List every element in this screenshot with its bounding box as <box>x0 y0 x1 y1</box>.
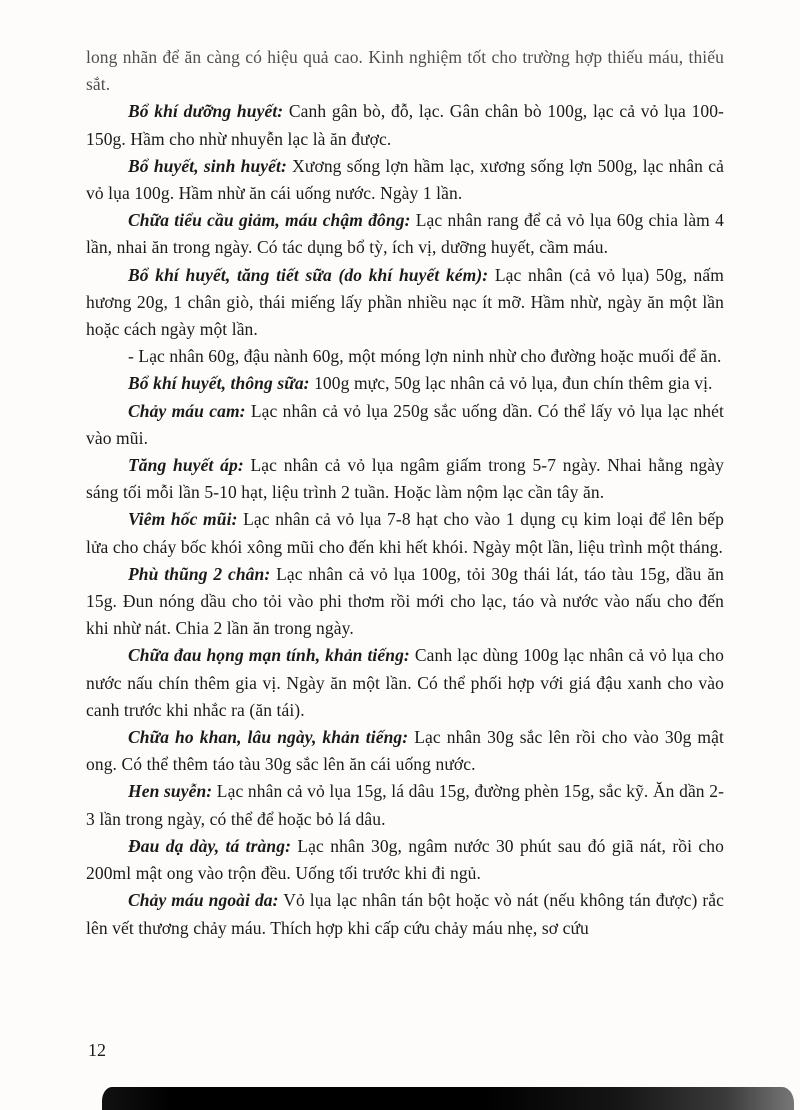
paragraph <box>86 642 724 724</box>
paragraph-text: Lạc nhân 30g sắc lên rồi cho vào 30g mật ong. Có thể thêm táo tàu 30g sắc lên ăn cái uống nước. <box>86 727 724 775</box>
paragraph-lead: Chảy máu ngoài da: <box>128 890 279 911</box>
paragraph <box>86 262 724 344</box>
paragraph-lead: Bổ khí dưỡng huyết: <box>128 101 284 122</box>
paragraph-lead: Tăng huyết áp: <box>128 455 244 476</box>
paragraph-text: Lạc nhân cả vỏ lụa 100g, tỏi 30g thái lát, táo tàu 15g, dầu ăn 15g. Đun nóng dầu cho tỏi vào phi thơm rồi mới cho lạc, táo và nước vào nấu cho đến khi nhừ nát. Chia 2 lần ăn trong ngày. <box>86 563 724 639</box>
paragraph-text: Lạc nhân cả vỏ lụa 7-8 hạt cho vào 1 dụng cụ kim loại để lên bếp lửa cho cháy bốc khói xông mũi cho đến khi hết khói. Ngày một lần, liệu trình một tháng. <box>86 509 724 557</box>
paragraph-text: long nhãn để ăn càng có hiệu quả cao. Kinh nghiệm tốt cho trường hợp thiếu máu, thiếu sắt. <box>86 47 724 95</box>
paragraph-lead: Hen suyễn: <box>128 781 213 802</box>
paragraph-text: Xương sống lợn hầm lạc, xương sống lợn 500g, lạc nhân cả vỏ lụa 100g. Hầm nhừ ăn cái uống nước. Ngày 1 lần. <box>86 155 724 204</box>
paragraph-text: Lạc nhân cả vỏ lụa 250g sắc uống dần. Có thể lấy vỏ lụa lạc nhét vào mũi. <box>86 400 724 448</box>
paragraph <box>86 343 724 370</box>
paragraph <box>86 561 724 643</box>
paragraph <box>86 370 724 397</box>
paragraph-text: Lạc nhân rang để cả vỏ lụa 60g chia làm 4 lần, nhai ăn trong ngày. Có tác dụng bổ tỳ, ích vị, dưỡng huyết, cầm máu. <box>86 210 724 258</box>
paragraph <box>86 398 724 452</box>
paragraph-lead: Bổ khí huyết, tăng tiết sữa (do khí huyết kém): <box>128 264 489 285</box>
paragraph-lead: Bổ huyết, sinh huyết: <box>128 155 287 176</box>
paragraph-text: 100g mực, 50g lạc nhân cả vỏ lụa, đun chín thêm gia vị. <box>309 373 713 394</box>
paragraph <box>86 207 724 261</box>
page-number: 12 <box>88 1040 106 1060</box>
paragraph-text: Lạc nhân cả vỏ lụa 15g, lá dâu 15g, đường phèn 15g, sắc kỹ. Ăn dần 2-3 lần trong ngày, có thể để hoặc bỏ lá dâu. <box>86 781 724 829</box>
paragraph <box>86 778 724 832</box>
paragraph-text: Canh lạc dùng 100g lạc nhân cả vỏ lụa cho nước nấu chín thêm gia vị. Ngày ăn một lần. Có thể phối hợp với giá đậu xanh cho vào canh trước khi nhắc ra (ăn tái). <box>86 645 725 720</box>
page-body <box>86 44 724 942</box>
paragraph-text: Canh gân bò, đỗ, lạc. Gân chân bò 100g, lạc cả vỏ lụa 100-150g. Hầm cho nhừ nhuyễn lạc là ăn được. <box>86 101 724 149</box>
paragraph-text: Lạc nhân (cả vỏ lụa) 50g, nấm hương 20g, 1 chân giò, thái miếng lấy phần nhiều nạc ít mỡ. Hầm nhừ, ngày ăn một lần hoặc cách ngày một lần. <box>86 264 724 340</box>
paragraph-lead: Chảy máu cam: <box>128 400 246 421</box>
paragraph <box>86 506 724 560</box>
paragraph <box>86 452 724 506</box>
paragraph-text: Vỏ lụa lạc nhân tán bột hoặc vò nát (nếu không tán được) rắc lên vết thương chảy máu. Thích hợp khi cấp cứu chảy máu nhẹ, sơ cứu <box>86 890 724 938</box>
paragraph-text: Lạc nhân 30g, ngâm nước 30 phút sau đó giã nát, rồi cho 200ml mật ong vào trộn đều. Uống tối trước khi đi ngủ. <box>86 835 724 884</box>
paragraph-lead: Đau dạ dày, tá tràng: <box>128 835 292 856</box>
paragraph <box>86 833 724 887</box>
scan-artifact <box>102 1087 794 1110</box>
paragraph-text: - Lạc nhân 60g, đậu nành 60g, một móng lợn ninh nhừ cho đường hoặc muối để ăn. <box>128 346 722 367</box>
paragraph-lead: Phù thũng 2 chân: <box>128 563 271 584</box>
paragraph <box>86 887 724 941</box>
paragraph <box>86 153 724 207</box>
paragraph-text: Lạc nhân cả vỏ lụa ngâm giấm trong 5-7 ngày. Nhai hằng ngày sáng tối mỗi lần 5-10 hạt, liệu trình 2 tuần. Hoặc làm nộm lạc cần tây ăn. <box>86 455 724 503</box>
paragraph <box>86 724 724 778</box>
paragraph-lead: Chữa ho khan, lâu ngày, khản tiếng: <box>128 727 409 748</box>
paragraph-lead: Chữa tiểu cầu giảm, máu chậm đông: <box>128 210 411 231</box>
paragraph-lead: Chữa đau họng mạn tính, khản tiếng: <box>128 645 410 666</box>
paragraph <box>86 98 724 152</box>
paragraph-lead: Bổ khí huyết, thông sữa: <box>128 373 310 394</box>
paragraph-lead: Viêm hốc mũi: <box>128 509 238 530</box>
paragraph <box>86 44 724 98</box>
